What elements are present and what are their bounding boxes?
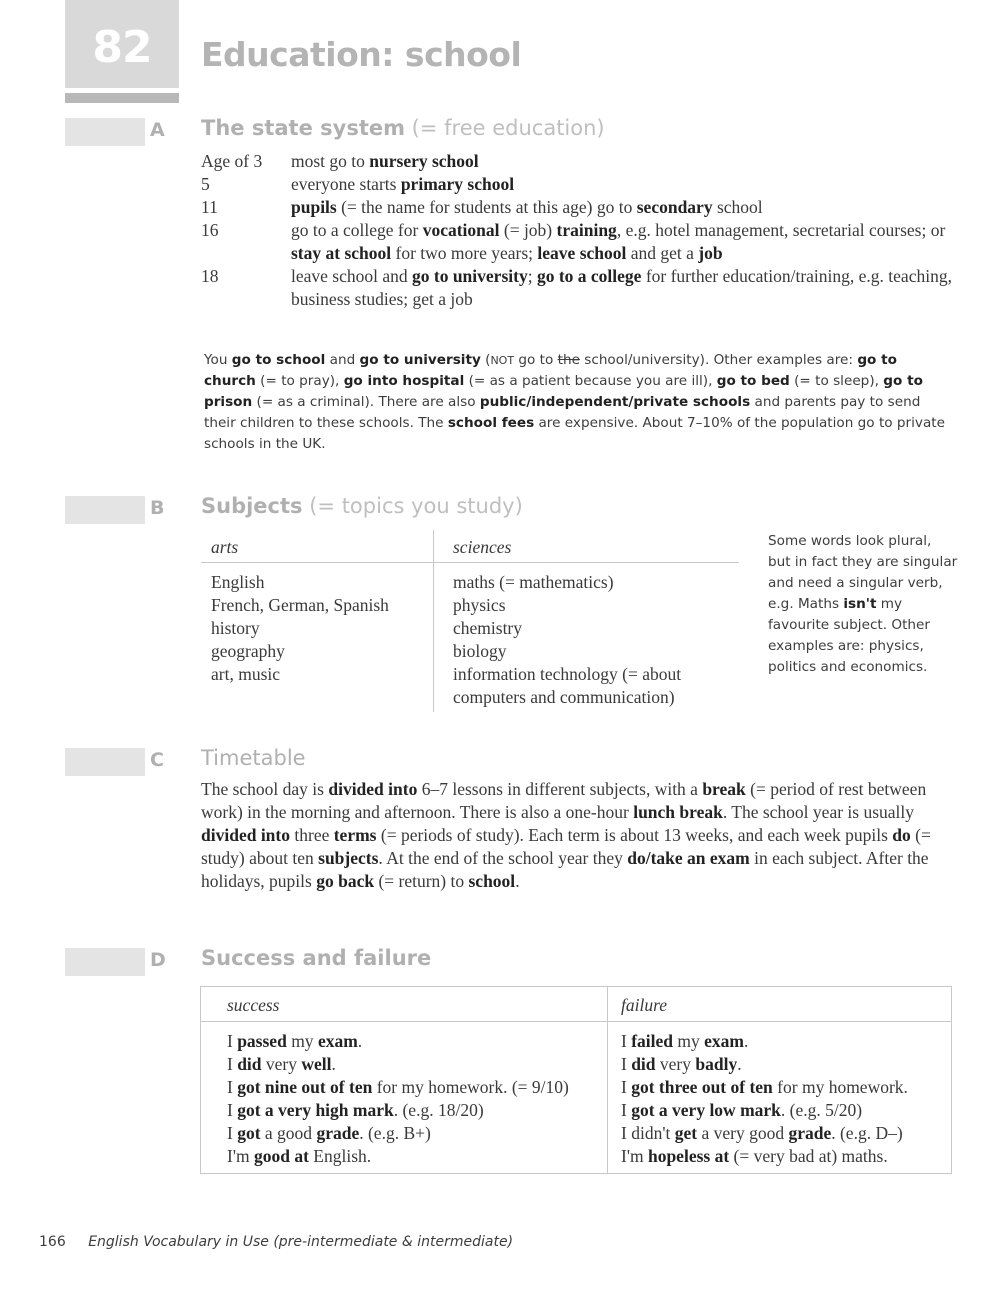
science-subject: physics [453, 595, 506, 615]
key-term: got three out of ten [631, 1077, 773, 1097]
text-run: I [621, 1100, 632, 1120]
key-term: get [674, 1123, 698, 1143]
text-run: school/university). Other examples are: [579, 352, 858, 368]
key-term: do [892, 825, 911, 845]
text-run: for my homework. (= 9/10) [372, 1077, 569, 1097]
failure-sentence [621, 1145, 951, 1168]
age-description [291, 150, 956, 173]
key-term: did [237, 1054, 262, 1074]
sciences-list [433, 571, 739, 709]
text-run: I [227, 1123, 238, 1143]
text-run: . (e.g. 5/20) [780, 1100, 863, 1120]
subjects-table [201, 530, 739, 709]
key-term: hopeless at [647, 1146, 730, 1166]
age-description [291, 196, 956, 219]
key-term: stay at school [291, 243, 392, 263]
text-run: (= as a patient because you are ill), [464, 373, 717, 389]
section-d-heading [201, 946, 431, 970]
section-d-letter: D [150, 949, 166, 971]
key-term: go into hospital [343, 373, 465, 389]
text-run: three [290, 825, 334, 845]
age-row [201, 196, 956, 219]
subjects-column-divider [433, 530, 434, 712]
key-term: got nine out of ten [237, 1077, 373, 1097]
section-d-marker-bar [65, 948, 145, 976]
key-term: go to bed [716, 373, 790, 389]
age-row [201, 173, 956, 196]
key-term: got a very high mark [237, 1100, 394, 1120]
text-run: for further education/training, e.g. teaching, business studies; get a job [291, 266, 952, 309]
text-run: and parents pay to send their children to these schools. The [204, 394, 921, 431]
text-run: ( [480, 352, 491, 368]
section-b-title: Subjects [201, 494, 303, 518]
key-term: primary school [400, 174, 515, 194]
section-c-title: Timetable [201, 746, 306, 770]
column-header-sciences: sciences [453, 537, 512, 557]
key-term: divided into [201, 825, 290, 845]
page-number: 166 [39, 1234, 66, 1250]
text-run: The school day is [201, 779, 329, 799]
text-run: (= very bad at) maths. [729, 1146, 888, 1166]
key-term: divided into [328, 779, 418, 799]
success-sentence [227, 1076, 607, 1099]
success-sentence [227, 1030, 607, 1053]
text-run: 6–7 lessons in different subjects, with a [417, 779, 703, 799]
key-term: good at [253, 1146, 309, 1166]
key-term: go to a college [536, 266, 642, 286]
key-term: failed [631, 1031, 674, 1051]
text-run: I didn't [621, 1123, 675, 1143]
section-c-marker-bar [65, 748, 145, 776]
text-run: very [261, 1054, 302, 1074]
failure-sentence [621, 1076, 951, 1099]
section-c-letter: C [150, 749, 164, 771]
unit-number-block [65, 0, 179, 88]
text-run: for my homework. [772, 1077, 908, 1097]
text-run: and [325, 352, 360, 368]
text-run: go to [514, 352, 558, 368]
text-run: (= to sleep), [789, 373, 884, 389]
text-run: NOT [490, 354, 515, 367]
text-run: I [621, 1077, 632, 1097]
key-term: grade [316, 1123, 360, 1143]
column-header-failure: failure [621, 995, 668, 1015]
key-term: vocational [422, 220, 500, 240]
key-term: go back [316, 871, 375, 891]
text-run: (= the name for students at this age) go to [336, 197, 637, 217]
text-run: my [673, 1031, 705, 1051]
text-run: . The school year is usually [722, 802, 915, 822]
age-label: Age of 3 [201, 151, 263, 171]
text-run: Some words look plural, but in fact they are singular and need a singular verb, e.g. Maths [768, 533, 958, 612]
success-failure-divider [607, 987, 608, 1173]
key-term: school fees [447, 415, 535, 431]
key-term: school [468, 871, 516, 891]
unit-underline-bar [65, 93, 179, 103]
text-run: . (e.g. 18/20) [393, 1100, 484, 1120]
key-term: do/take an exam [627, 848, 750, 868]
text-run: , e.g. hotel management, secretarial courses; or [616, 220, 946, 240]
key-term: grade [788, 1123, 832, 1143]
section-c-heading [201, 746, 306, 770]
text-run: I [227, 1100, 238, 1120]
arts-subject: French, German, Spanish [211, 595, 389, 615]
key-term: go to prison [204, 373, 923, 410]
success-sentence [227, 1145, 607, 1168]
key-term: terms [333, 825, 377, 845]
key-term: public/independent/private schools [479, 394, 751, 410]
text-run: I'm [227, 1146, 254, 1166]
failure-sentence [621, 1099, 951, 1122]
failure-sentence [621, 1030, 951, 1053]
column-header-success: success [227, 995, 280, 1015]
arts-subject: art, music [211, 664, 281, 684]
text-run: I [621, 1054, 632, 1074]
section-a-marker-bar [65, 118, 145, 146]
text-run: go to a college for [291, 220, 423, 240]
key-term: go to university [412, 266, 528, 286]
success-sentence [227, 1053, 607, 1076]
text-run: I [227, 1077, 238, 1097]
text-run: ; [527, 266, 537, 286]
age-description [291, 219, 956, 265]
arts-list [201, 571, 433, 709]
key-term: subjects [318, 848, 379, 868]
text-run: the [557, 352, 580, 368]
text-run: (= return) to [374, 871, 469, 891]
key-term: got a very low mark [631, 1100, 781, 1120]
key-term: passed [237, 1031, 287, 1051]
age-row [201, 150, 956, 173]
text-run: (= study) about ten [201, 825, 931, 868]
text-run: . (e.g. B+) [359, 1123, 431, 1143]
text-run: English. [308, 1146, 372, 1166]
key-term: job [698, 243, 723, 263]
text-run: school [712, 197, 763, 217]
age-description [291, 173, 956, 196]
text-run: leave school and [291, 266, 412, 286]
success-failure-header-row [201, 987, 951, 1022]
key-term: training [556, 220, 617, 240]
text-run: . At the end of the school year they [378, 848, 628, 868]
section-a-heading [201, 116, 605, 140]
key-term: exam [317, 1031, 358, 1051]
age-label: 16 [201, 220, 219, 240]
section-a-note [204, 350, 949, 455]
arts-subject: geography [211, 641, 285, 661]
success-sentence [227, 1099, 607, 1122]
side-note [768, 531, 958, 678]
key-term: did [631, 1054, 656, 1074]
failure-sentence [621, 1122, 951, 1145]
text-run: (= period of rest between work) in the morning and afternoon. There is also a one-hour [201, 779, 927, 822]
age-label: 18 [201, 266, 219, 286]
text-run: (= to pray), [255, 373, 344, 389]
section-a-title: The state system [201, 116, 405, 140]
text-run: (= periods of study). Each term is about 13 weeks, and each week pupils [376, 825, 893, 845]
key-term: isn't [843, 596, 877, 612]
section-b-subtitle: (= topics you study) [309, 494, 523, 518]
key-term: go to school [231, 352, 326, 368]
page-footer [39, 1234, 513, 1250]
text-run: You [204, 352, 232, 368]
text-run: are expensive. About 7–10% of the population go to private schools in the UK. [204, 415, 945, 452]
text-run: (= as a criminal). There are also [252, 394, 480, 410]
text-run: . [515, 871, 520, 891]
text-run: . (e.g. D–) [831, 1123, 903, 1143]
key-term: break [702, 779, 746, 799]
success-failure-table [200, 986, 952, 1174]
text-run: (= job) [499, 220, 557, 240]
science-subject: biology [453, 641, 507, 661]
key-term: well [301, 1054, 332, 1074]
science-subject: chemistry [453, 618, 523, 638]
age-row [201, 265, 956, 311]
key-term: lunch break [633, 802, 723, 822]
section-a-subtitle: (= free education) [411, 116, 605, 140]
key-term: got [237, 1123, 261, 1143]
text-run: a very good [697, 1123, 789, 1143]
book-title: English Vocabulary in Use (pre-intermediate & intermediate) [88, 1234, 514, 1250]
text-run: for two more years; [391, 243, 538, 263]
arts-subject: English [211, 572, 265, 592]
text-run: a good [260, 1123, 317, 1143]
text-run: very [655, 1054, 696, 1074]
text-run: I [227, 1031, 238, 1051]
text-run: my [286, 1031, 318, 1051]
timetable-paragraph [201, 778, 961, 893]
success-list [201, 1030, 607, 1168]
science-subject: information technology (= about computers and communication) [453, 664, 682, 707]
section-b-letter: B [150, 497, 165, 519]
section-d-title: Success and failure [201, 946, 432, 970]
section-a-letter: A [150, 119, 165, 141]
key-term: go to university [359, 352, 481, 368]
text-run: my favourite subject. Other examples are: physics, politics and economics. [768, 596, 930, 675]
subjects-header-row [201, 530, 739, 563]
key-term: nursery school [369, 151, 479, 171]
text-run: and get a [626, 243, 699, 263]
key-term: leave school [537, 243, 627, 263]
text-run: I [621, 1031, 632, 1051]
text-run: . [331, 1054, 336, 1074]
text-run: I'm [621, 1146, 648, 1166]
age-label: 5 [201, 174, 210, 194]
section-b-heading [201, 494, 523, 518]
key-term: go to church [204, 352, 897, 389]
text-run: I [227, 1054, 238, 1074]
success-sentence [227, 1122, 607, 1145]
failure-sentence [621, 1053, 951, 1076]
arts-subject: history [211, 618, 260, 638]
key-term: secondary [636, 197, 713, 217]
section-b-marker-bar [65, 496, 145, 524]
key-term: exam [704, 1031, 744, 1051]
age-description [291, 265, 956, 311]
text-run: in each subject. After the holidays, pupils [201, 848, 929, 891]
failure-list [607, 1030, 951, 1168]
text-run: most go to [291, 151, 370, 171]
text-run: . [737, 1054, 742, 1074]
text-run: . [357, 1031, 363, 1051]
column-header-arts: arts [211, 537, 239, 557]
science-subject: maths (= mathematics) [453, 572, 614, 592]
age-row [201, 219, 956, 265]
text-run: . [744, 1031, 749, 1051]
unit-number: 82 [92, 22, 152, 73]
age-label: 11 [201, 197, 218, 217]
text-run: everyone starts [291, 174, 401, 194]
key-term: pupils [291, 197, 337, 217]
age-table [201, 150, 956, 311]
key-term: badly [695, 1054, 738, 1074]
page-title: Education: school [201, 35, 522, 74]
